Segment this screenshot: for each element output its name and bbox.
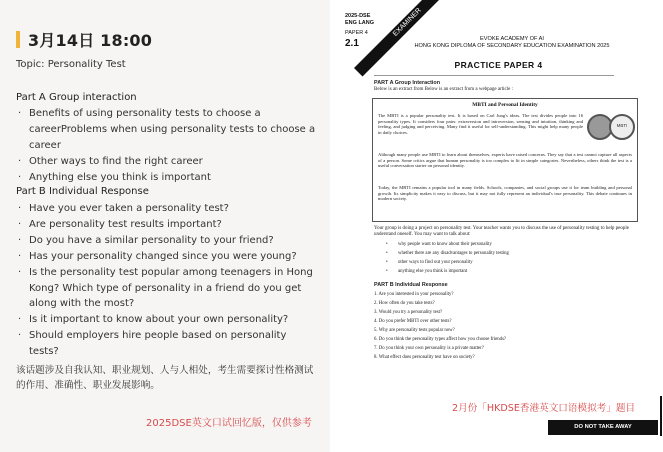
article-paragraph: The MBTI is a popular personality test. It is based on Carl Jung's ideas. The test divides people into 16 personality types. It considers four pairs: extraversion and introversion, sensing and intuition, thinking and feeling, and judging and perceiving. Many find it useful for self-understanding. This might help many people in daily choices. (378, 113, 583, 135)
list-item: 2. How often do you take tests? (374, 301, 435, 306)
task-intro: Your group is doing a project on personality test. Your teacher wants you to discuss the use of personality testing to help people understand oneself. You may want to talk about: (374, 226, 630, 238)
part-a-label: PART A Group Interaction (374, 80, 440, 86)
list-item: · Is it important to know about your own personality? (18, 314, 289, 326)
article-paragraph: Although many people use MBTI to learn about themselves, experts have raised concerns. They say that a test cannot capture all aspects of a person. Some critics argue that human personality is too complex to fit in simple categories. Nevertheless, others think the test is a useful conversation starter on personal identity. (378, 152, 632, 169)
list-item: · Anything else you think is important (18, 171, 211, 183)
academy-name: EVOKE ACADEMY OF AI (480, 36, 544, 42)
list-item: 5. Why are personality tests popular now? (374, 328, 455, 333)
right-panel (334, 0, 663, 452)
list-item: 3. Would you try a personality test? (374, 310, 443, 315)
chinese-summary: 该话题涉及自我认知、职业规划、人与人相处，考生需要探讨性格测试的作用、准确性、职业发展影响。 (16, 365, 314, 391)
exam-paper (334, 0, 663, 452)
list-item: · Should employers hire people based on personality tests? (18, 330, 287, 358)
list-item: · Have you ever taken a personality test? (18, 203, 229, 214)
title-divider (374, 75, 614, 76)
mbti-icon: MBTI (609, 114, 635, 140)
accent-bar (16, 31, 20, 48)
list-item: 4. Do you prefer MBTI over other tests? (374, 319, 452, 324)
list-item: · Has your personality changed since you were young? (18, 250, 297, 262)
part-b-label: PART B Individual Response (374, 282, 448, 288)
list-item: · Do you have a similar personality to your friend? (18, 234, 274, 246)
article-paragraph: Today, the MBTI remains a popular tool in many fields. Schools, companies, and social groups use it for team building and personal growth. Its simplicity makes it easy to discuss, but it may not fully represent an individual's true personality. This debate continues in modern society. (378, 185, 632, 202)
list-item: · Are personality test results important? (18, 218, 222, 230)
page-edge (660, 396, 662, 436)
examiner-ribbon: EXAMINER (354, 0, 461, 76)
caption: 2月份「HKDSE香港英文口语模拟考」题目 (452, 403, 636, 414)
list-item: • other ways to find out your personality (386, 258, 509, 267)
exam-header (367, 36, 657, 50)
paper-code: 2.1 (345, 38, 359, 49)
list-item: 6. Do you think the personality types affect how you choose friends? (374, 337, 507, 342)
header-year: 2025-DSE (345, 13, 371, 19)
part-a-list (18, 106, 318, 186)
mbti-badges (587, 114, 633, 144)
part-a-title: Part A Group interaction (16, 92, 137, 103)
article-box (372, 98, 638, 222)
part-b-title: Part B Individual Response (16, 186, 149, 197)
part-b-list (18, 201, 318, 360)
list-item: · Benefits of using personality tests to choose a careerProblems when using personality tests to choose a career (18, 108, 316, 151)
list-item: • whether there are any disadvantages to personality testing (386, 249, 509, 258)
list-item: · Other ways to find the right career (18, 155, 203, 167)
do-not-take-away-stamp: DO NOT TAKE AWAY (548, 420, 658, 435)
exam-date: 3月14日 18:00 (28, 31, 153, 50)
part-b-questions (374, 290, 506, 362)
topic-line: Topic: Personality Test (16, 59, 126, 70)
left-panel (0, 0, 330, 452)
paper-label: PAPER 4 (345, 30, 368, 36)
list-item: 1. Are you interested in your personality? (374, 292, 454, 297)
article-title: MBTI and Personal Identity (472, 102, 538, 108)
list-item: • anything else you think is important (386, 267, 509, 276)
footer-note: 2025DSE英文口试回忆版，仅供参考 (146, 418, 312, 429)
part-a-intro: Below is an extract from Below is an extract from a webpage article : (374, 87, 513, 92)
paper-title: PRACTICE PAPER 4 (454, 60, 543, 70)
list-item: 7. Do you think your own personality is a private matter? (374, 346, 484, 351)
task-list (386, 240, 509, 276)
list-item: • why people want to know about their personality (386, 240, 509, 249)
date-row (16, 28, 152, 51)
list-item: · Is the personality test popular among teenagers in Hong Kong? Which type of personality in a friend do you get along with the most? (18, 266, 313, 310)
exam-name: HONG KONG DIPLOMA OF SECONDARY EDUCATION EXAMINATION 2025 (414, 43, 610, 49)
header-subject: ENG LANG (345, 20, 375, 26)
list-item: 8. What effect does personality test have on society? (374, 355, 475, 360)
